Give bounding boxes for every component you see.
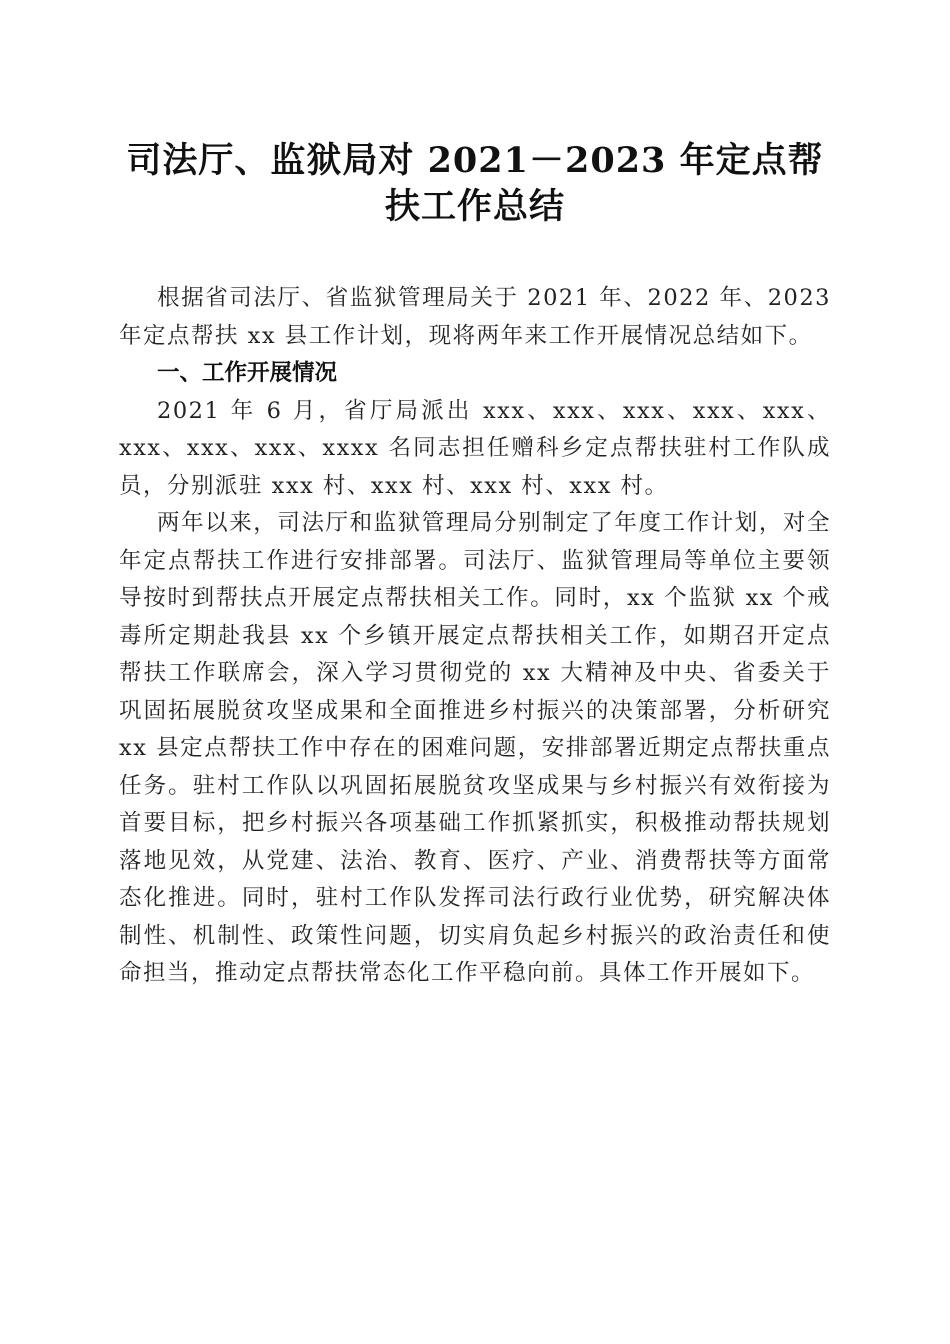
section-heading: 一、工作开展情况 [157, 360, 338, 386]
body-paragraph: 2021 年 6 月，省厅局派出 xxx、xxx、xxx、xxx、xxx、xxx、xxx、xxx、xxxx 名同志担任赠科乡定点帮扶驻村工作队成员，分别派驻 xxx 村、xxx 村、xxx 村、xxx 村。 [119, 397, 831, 499]
document-body [119, 280, 831, 993]
document-title: 司法厅、监狱局对 2021－2023 年定点帮扶工作总结 [126, 140, 824, 227]
intro-paragraph: 根据省司法厅、省监狱管理局关于 2021 年、2022 年、2023 年定点帮扶 xx 县工作计划，现将两年来工作开展情况总结如下。 [119, 285, 831, 349]
body-paragraph: 两年以来，司法厅和监狱管理局分别制定了年度工作计划，对全年定点帮扶工作进行安排部署。司法厅、监狱管理局等单位主要领导按时到帮扶点开展定点帮扶相关工作。同时，xx 个监狱 xx 个戒毒所定期赴我县 xx 个乡镇开展定点帮扶相关工作，如期召开定点帮扶工作联席会，深入学习贯彻党的 xx 大精神及中央、省委关于巩固拓展脱贫攻坚成果和全面推进乡村振兴的决策部署，分析研究 xx 县定点帮扶工作中存在的困难问题，安排部署近期定点帮扶重点任务。驻村工作队以巩固拓展脱贫攻坚成果与乡村振兴有效衔接为首要目标，把乡村振兴各项基础工作抓紧抓实，积极推动帮扶规划落地见效，从党建、法治、教育、医疗、产业、消费帮扶等方面常态化推进。同时，驻村工作队发挥司法行政行业优势，研究解决体制性、机制性、政策性问题，切实肩负起乡村振兴的政治责任和使命担当，推动定点帮扶常态化工作平稳向前。具体工作开展如下。 [119, 510, 831, 986]
